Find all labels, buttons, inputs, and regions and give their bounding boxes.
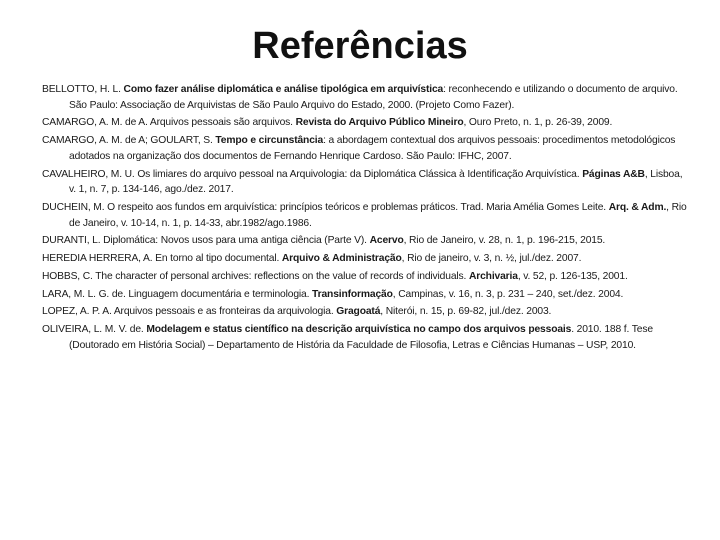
reference-text: BELLOTTO, H. L. — [42, 84, 124, 95]
reference-item — [42, 287, 692, 303]
reference-item — [42, 115, 692, 131]
reference-text: : reconhecendo e utilizando o documento de arquivo. São Paulo: Associação de Arquivistas de São Paulo Arquivo do Estado, 2000. (Projeto Como Fazer). — [69, 84, 678, 111]
reference-item — [42, 133, 692, 164]
reference-text: CAMARGO, A. M. de A. Arquivos pessoais são arquivos. — [42, 117, 296, 129]
reference-text: , Niterói, n. 15, p. 69-82, jul./dez. 2003. — [380, 306, 552, 318]
reference-text: , Campinas, v. 16, n. 3, p. 231 – 240, set./dez. 2004. — [392, 288, 624, 300]
reference-text: , Ouro Preto, n. 1, p. 26-39, 2009. — [463, 117, 613, 129]
reference-item — [42, 167, 692, 198]
reference-text: DUCHEIN, M. O respeito aos fundos em arquivística: princípios teóricos e problemas práticos. Trad. Maria Amélia Gomes Leite. — [42, 201, 609, 213]
reference-text: DURANTI, L. Diplomática: Novos usos para uma antiga ciência (Parte V). — [42, 235, 370, 247]
reference-title: Arquivo & Administração — [281, 253, 402, 265]
reference-text: OLIVEIRA, L. M. V. de. — [42, 324, 147, 336]
reference-text: , Rio de Janeiro, v. 28, n. 1, p. 196-215, 2015. — [403, 235, 606, 247]
reference-item — [42, 251, 692, 267]
reference-title: Gragoatá — [336, 306, 381, 318]
reference-text: , Rio de Janeiro, v. 10-14, n. 1, p. 14-33, abr.1982/ago.1986. — [69, 201, 687, 229]
reference-title: Como fazer análise diplomática e análise tipológica em arquivística — [123, 84, 444, 95]
reference-text: . 2010. 188 f. Tese (Doutorado em História Social) – Departamento de História da Faculdade de Filosofia, Letras e Ciências Humanas – USP, 2010. — [69, 324, 653, 351]
reference-text: LOPEZ, A. P. A. Arquivos pessoais e as fronteiras da arquivologia. — [42, 306, 337, 318]
reference-item — [42, 269, 692, 285]
reference-text: , Rio de janeiro, v. 3, n. ½, jul./dez. 2007. — [401, 253, 582, 265]
reference-title: Páginas A&B — [582, 168, 645, 180]
reference-text: , v. 52, p. 126-135, 2001. — [517, 270, 628, 282]
reference-text: CAVALHEIRO, M. U. Os limiares do arquivo pessoal na Arquivologia: da Diplomática Clássica à Identificação Arquivística. — [42, 168, 583, 180]
reference-text: : a abordagem contextual dos arquivos pessoais: procedimentos metodológicos adotados na organização dos documentos de Fernando Henrique Cardoso. São Paulo: IFHC, 2007. — [69, 135, 676, 162]
reference-text: LARA, M. L. G. de. Linguagem documentária e terminologia. — [42, 288, 313, 300]
reference-title: Transinformação — [312, 288, 393, 300]
reference-text: CAMARGO, A. M. de A; GOULART, S. — [42, 135, 216, 147]
reference-text: HEREDIA HERRERA, A. En torno al tipo documental. — [42, 253, 282, 265]
reference-text: , Lisboa, v. 1, n. 7, p. 134-146, ago./dez. 2017. — [69, 168, 683, 196]
reference-item — [42, 82, 692, 113]
reference-title: Archivaria — [468, 270, 518, 282]
reference-title: Tempo e circunstância — [215, 135, 324, 147]
reference-item — [42, 322, 692, 353]
reference-item — [42, 200, 692, 231]
reference-title: Modelagem e status científico na descrição arquivística no campo dos arquivos pessoais — [146, 324, 572, 336]
slide-title: Referências — [252, 25, 468, 67]
reference-title: Arq. & Adm. — [608, 201, 667, 213]
reference-list — [42, 82, 692, 356]
reference-title: Acervo — [369, 235, 404, 247]
reference-item — [42, 233, 692, 249]
reference-title: Revista do Arquivo Público Mineiro — [295, 117, 464, 129]
reference-item — [42, 304, 692, 320]
reference-text: HOBBS, C. The character of personal archives: reflections on the value of records of individuals. — [42, 270, 469, 282]
